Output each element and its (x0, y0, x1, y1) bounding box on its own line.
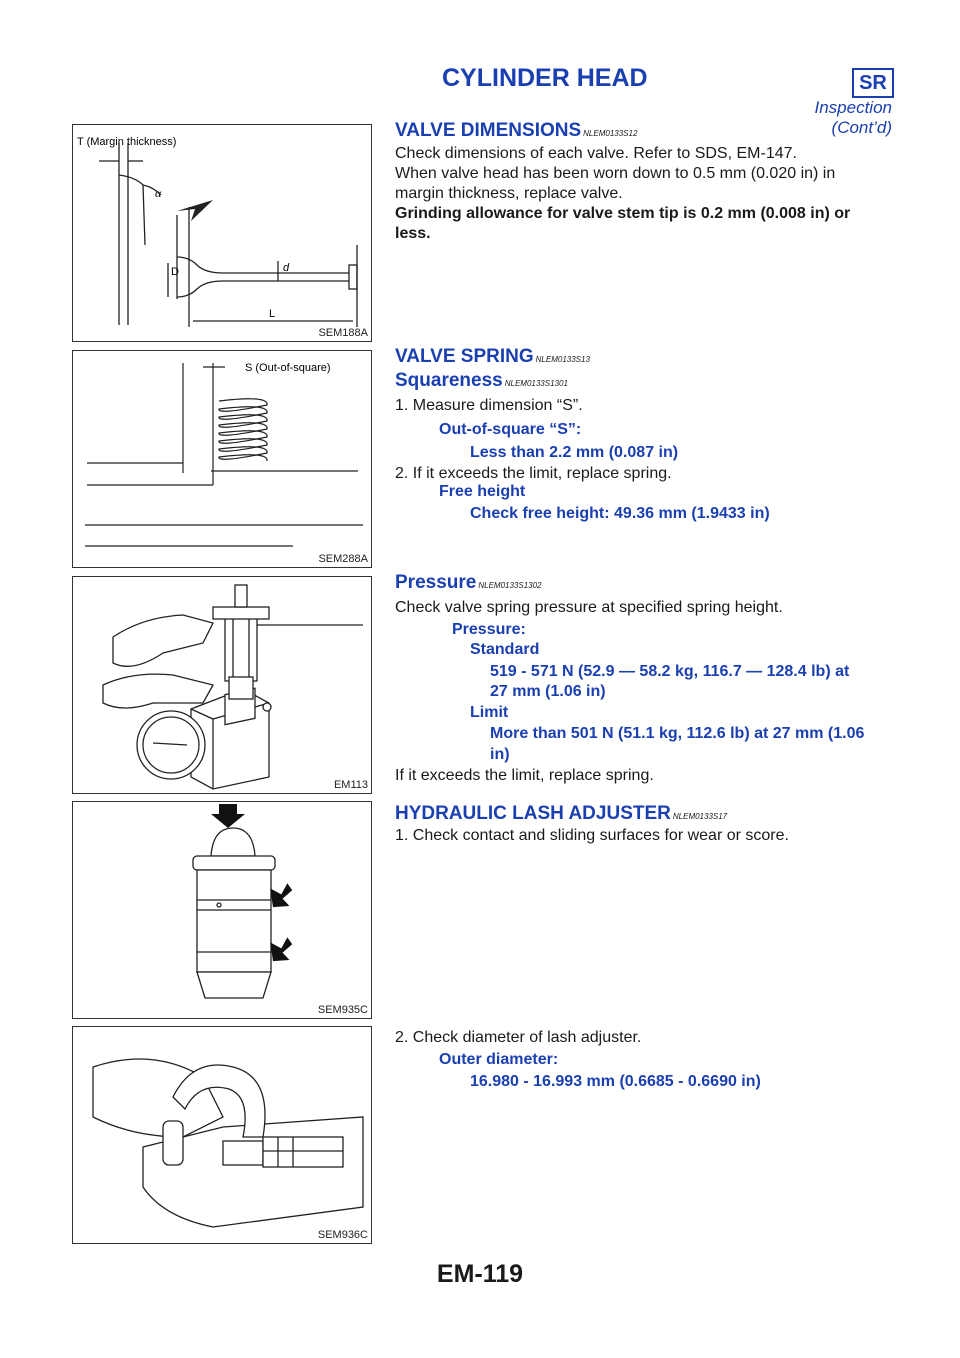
heading-squareness: Squareness NLEM0133S1301 (395, 370, 568, 391)
label-margin-thickness: T (Margin thickness) (77, 136, 177, 148)
figure-micrometer (72, 1026, 372, 1244)
pressure-replace: If it exceeds the limit, replace spring. (395, 767, 654, 784)
figure-caption: SEM288A (318, 553, 368, 565)
step-check-diameter: 2. Check diameter of lash adjuster. (395, 1029, 642, 1046)
spec-value-free-height: Check free height: 49.36 mm (1.9433 in) (470, 505, 770, 522)
spring-diagram (73, 351, 373, 569)
spec-label-standard: Standard (470, 641, 540, 658)
ref-code: NLEM0133S13 (535, 355, 590, 364)
spec-label-out-of-square: Out-of-square “S”: (439, 421, 582, 438)
figure-caption: SEM188A (318, 327, 368, 339)
label-L: L (269, 308, 276, 320)
heading-lash-adjuster: HYDRAULIC LASH ADJUSTER NLEM0133S17 (395, 803, 728, 824)
figure-spring-pressure-tester (72, 576, 372, 794)
figure-caption: EM113 (333, 779, 368, 791)
figure-lash-adjuster (72, 801, 372, 1019)
ref-code: NLEM0133S1302 (478, 581, 542, 590)
page-number: EM-119 (436, 1260, 524, 1288)
figure-spring-squareness (72, 350, 372, 568)
step-check-surfaces: 1. Check contact and sliding surfaces for wear or score. (395, 827, 789, 844)
heading-valve-spring: VALVE SPRING NLEM0133S13 (395, 346, 590, 367)
label-out-of-square: S (Out-of-square) (245, 362, 331, 374)
arrow-down-icon (211, 804, 245, 828)
spec-label-pressure: Pressure: (452, 621, 526, 638)
heading-valve-dimensions: VALVE DIMENSIONS NLEM0133S12 (395, 120, 638, 141)
tester-illustration (73, 577, 373, 795)
ref-code: NLEM0133S17 (672, 812, 728, 821)
heading-pressure: Pressure NLEM0133S1302 (395, 572, 542, 593)
page-subtitle: Inspection (Cont’d) (814, 98, 892, 137)
section-badge: SR (852, 68, 894, 98)
spec-value-outer-diameter: 16.980 - 16.993 mm (0.6685 - 0.6690 in) (470, 1073, 761, 1090)
label-d: d (283, 262, 290, 274)
spec-value-standard-2: 27 mm (1.06 in) (490, 683, 606, 700)
ref-code: NLEM0133S12 (583, 129, 638, 138)
spec-label-limit: Limit (470, 704, 509, 721)
spec-value-limit-2: in) (490, 746, 510, 763)
figure-valve-dimensions (72, 124, 372, 342)
step-replace-spring: 2. If it exceeds the limit, replace spring. (395, 465, 672, 482)
page-title: CYLINDER HEAD (442, 64, 648, 92)
micrometer-illustration (73, 1027, 373, 1245)
lash-adjuster-illustration (73, 802, 373, 1020)
label-D: D (171, 266, 179, 278)
figure-caption: SEM936C (317, 1229, 368, 1241)
pressure-instruction: Check valve spring pressure at specified spring height. (395, 599, 783, 616)
spec-value-limit-1: More than 501 N (51.1 kg, 112.6 lb) at 27 mm (1.06 (490, 725, 865, 742)
valve-diagram (73, 125, 373, 343)
spec-value-out-of-square: Less than 2.2 mm (0.087 in) (470, 444, 679, 461)
valve-dimensions-body: Check dimensions of each valve. Refer to SDS, EM-147. When valve head has been worn down to 0.5 mm (0.020 in) in margin thickness, replace valve. Grinding allowance for valve stem tip is 0.2 mm (0.008 in) or less. (395, 145, 851, 242)
step-measure-s: 1. Measure dimension “S”. (395, 397, 583, 414)
spec-value-standard-1: 519 - 571 N (52.9 — 58.2 kg, 116.7 — 128.4 lb) at (490, 663, 850, 680)
spec-label-free-height: Free height (439, 483, 526, 500)
spec-label-outer-diameter: Outer diameter: (439, 1051, 559, 1068)
ref-code: NLEM0133S1301 (504, 379, 568, 388)
label-alpha: α (155, 186, 162, 200)
figure-caption: SEM935C (317, 1004, 368, 1016)
